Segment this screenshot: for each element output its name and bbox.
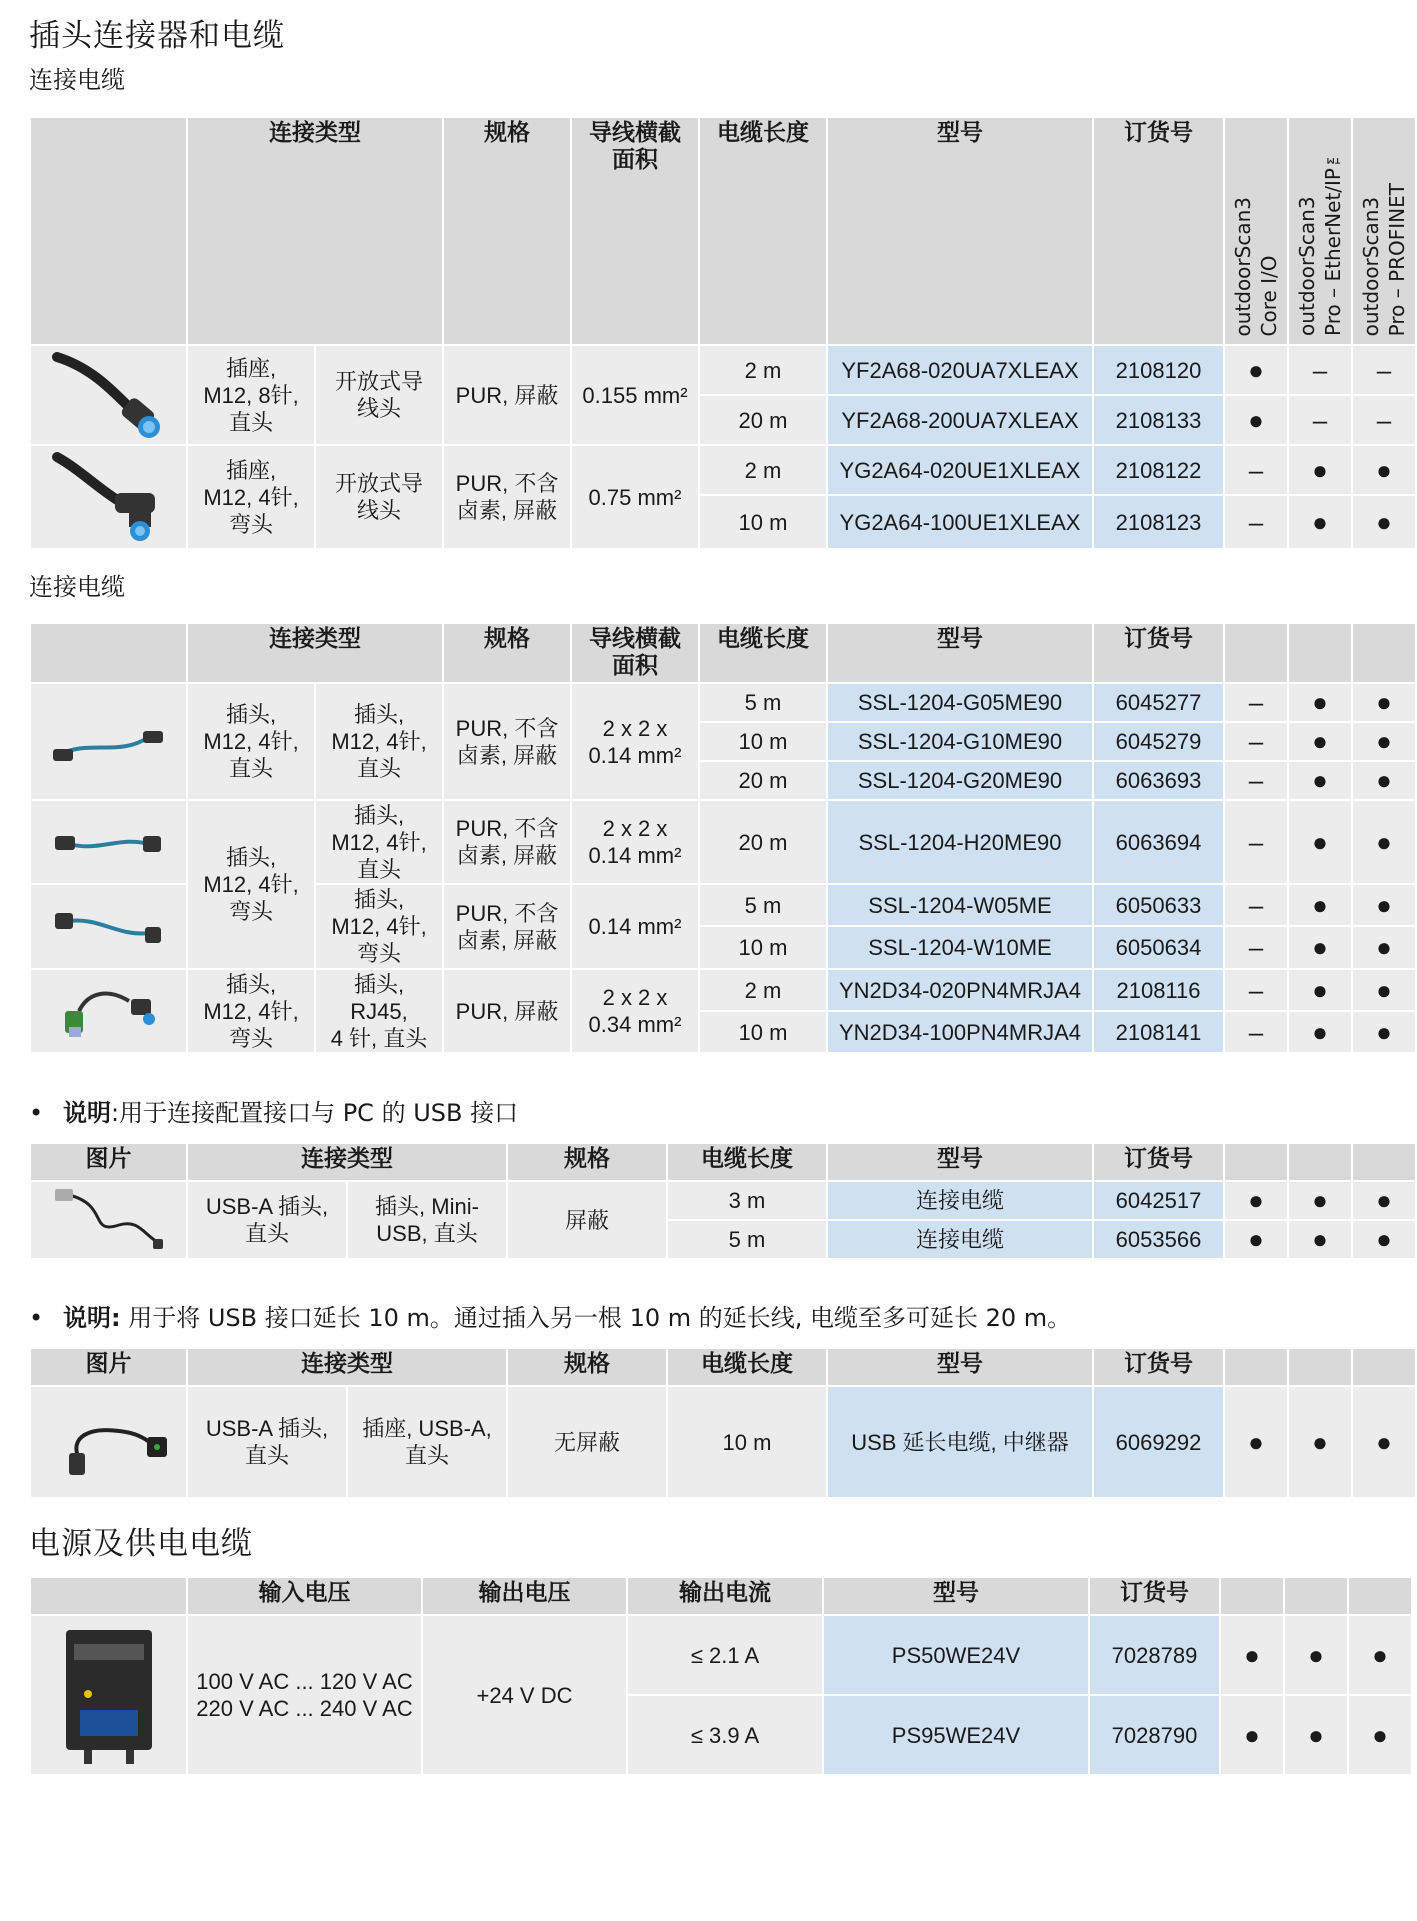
table-row [30,445,1416,495]
mark-profinet: ● [1352,800,1416,884]
header-ethernet-ip: outdoorScan3 Pro – EtherNet/IP™ [1288,117,1352,345]
order-no: 6069292 [1093,1386,1224,1498]
connection-type-a: 插头, M12, 4针, 弯头 [187,969,315,1053]
header-image: 图片 [30,1143,187,1181]
order-no: 2108123 [1093,495,1224,549]
spec: PUR, 不含 卤素, 屏蔽 [443,683,571,800]
mark-ethernet-ip: ● [1288,1220,1352,1259]
table-row [30,1386,1416,1498]
mark-ethernet-ip: ● [1288,445,1352,495]
mark-core-io: – [1224,683,1288,722]
mark-profinet: ● [1352,1181,1416,1220]
header-cross-section: 导线横截面积 [571,623,699,683]
mark-ethernet-ip: ● [1288,1011,1352,1053]
cross-section: 0.14 mm² [571,884,699,969]
mark-profinet: ● [1352,1220,1416,1259]
table-row [30,800,1416,884]
mark-ethernet-ip: ● [1288,722,1352,761]
table-header-row [30,623,1416,683]
order-no: 7028790 [1089,1695,1220,1775]
model: SSL-1204-G05ME90 [827,683,1093,722]
power-section-title: 电源及供电电缆 [29,1526,253,1562]
usb-cable-image [30,1181,187,1259]
spec: PUR, 不含 卤素, 屏蔽 [443,445,571,549]
mark-core-io: ● [1224,1181,1288,1220]
header-connection-type: 连接类型 [187,623,443,683]
mark-core-io: ● [1220,1615,1284,1695]
cable-image [30,969,187,1053]
mark-ethernet-ip: ● [1288,495,1352,549]
header-model: 型号 [827,1143,1093,1181]
cable-straight-socket-icon [49,347,169,443]
mark-core-io: – [1224,445,1288,495]
mark-core-io: – [1224,1011,1288,1053]
length: 20 m [699,761,827,800]
model: SSL-1204-W10ME [827,926,1093,969]
table-row [30,345,1416,395]
header-ethernet-ip [1288,1348,1352,1386]
header-core-io [1224,623,1288,683]
mark-ethernet-ip: – [1288,345,1352,395]
header-ethernet-ip [1288,1143,1352,1181]
header-profinet [1352,1143,1416,1181]
header-model: 型号 [823,1577,1089,1615]
cable-m12-angled-angled-icon [49,907,169,947]
order-no: 6063694 [1093,800,1224,884]
order-no: 2108133 [1093,395,1224,445]
model: YF2A68-200UA7XLEAX [827,395,1093,445]
header-image [30,117,187,345]
mark-core-io: – [1224,800,1288,884]
mark-core-io: – [1224,495,1288,549]
mark-ethernet-ip: ● [1288,1386,1352,1498]
header-core-io [1224,1348,1288,1386]
mark-profinet: ● [1352,445,1416,495]
mark-ethernet-ip: ● [1284,1615,1348,1695]
table-header-row [30,117,1416,345]
connection-type-b: 插座, USB-A, 直头 [347,1386,507,1498]
length: 10 m [667,1386,827,1498]
mark-core-io: – [1224,722,1288,761]
header-order-no: 订货号 [1093,1348,1224,1386]
mark-profinet: ● [1352,683,1416,722]
header-output-current: 输出电流 [627,1577,823,1615]
header-image [30,1577,187,1615]
model: 连接电缆 [827,1181,1093,1220]
header-profinet [1352,623,1416,683]
header-ethernet-ip [1288,623,1352,683]
header-model: 型号 [827,1348,1093,1386]
order-no: 6045279 [1093,722,1224,761]
mark-core-io: ● [1224,1386,1288,1498]
model: 连接电缆 [827,1220,1093,1259]
mark-ethernet-ip: ● [1288,761,1352,800]
section-subtitle-1: 连接电缆 [29,66,125,94]
mark-ethernet-ip: ● [1288,926,1352,969]
table-header-row [30,1143,1416,1181]
connection-type-a: USB-A 插头, 直头 [187,1181,347,1259]
mark-core-io: ● [1224,395,1288,445]
spec: 屏蔽 [507,1181,667,1259]
connection-type-b: 插头, Mini- USB, 直头 [347,1181,507,1259]
order-no: 2108122 [1093,445,1224,495]
length: 2 m [699,345,827,395]
length: 10 m [699,1011,827,1053]
table-row [30,1181,1416,1220]
mark-profinet: – [1352,395,1416,445]
mark-ethernet-ip: ● [1288,969,1352,1011]
order-no: 2108141 [1093,1011,1224,1053]
connection-type-a: 插头, M12, 4针, 弯头 [187,800,315,969]
model: SSL-1204-G10ME90 [827,722,1093,761]
model: SSL-1204-W05ME [827,884,1093,926]
length: 10 m [699,722,827,761]
header-core-io: outdoorScan3 Core I/O [1224,117,1288,345]
cross-section: 0.75 mm² [571,445,699,549]
length: 10 m [699,926,827,969]
mark-core-io: – [1224,761,1288,800]
header-spec: 规格 [443,623,571,683]
cross-section: 2 x 2 x 0.14 mm² [571,683,699,800]
order-no: 2108120 [1093,345,1224,395]
model: PS50WE24V [823,1615,1089,1695]
page-title: 插头连接器和电缆 [29,18,285,54]
header-length: 电缆长度 [699,117,827,345]
header-length: 电缆长度 [667,1143,827,1181]
spec: PUR, 不含 卤素, 屏蔽 [443,884,571,969]
header-input-voltage: 输入电压 [187,1577,422,1615]
cable-image [30,800,187,884]
header-core-io [1224,1143,1288,1181]
power-supply-image [30,1615,187,1775]
cross-section: 2 x 2 x 0.14 mm² [571,800,699,884]
table-row [30,1615,1412,1695]
header-profinet [1348,1577,1412,1615]
mark-profinet: ● [1352,926,1416,969]
mark-ethernet-ip: ● [1288,800,1352,884]
mark-profinet: ● [1352,495,1416,549]
header-model: 型号 [827,623,1093,683]
cable-m12-angled-straight-icon [49,822,169,862]
output-current: ≤ 3.9 A [627,1695,823,1775]
model: SSL-1204-H20ME90 [827,800,1093,884]
mark-ethernet-ip: – [1288,395,1352,445]
order-no: 2108116 [1093,969,1224,1011]
mark-profinet: ● [1352,969,1416,1011]
header-order-no: 订货号 [1093,1143,1224,1181]
cable-image [30,884,187,969]
usb-note-2: • 说明: 用于将 USB 接口延长 10 m。通过插入另一根 10 m 的延长线, 电缆至多可延长 20 m。 [29,1304,1072,1332]
spec: PUR, 屏蔽 [443,969,571,1053]
mark-profinet: ● [1352,1011,1416,1053]
mark-core-io: – [1224,884,1288,926]
model: YN2D34-100PN4MRJA4 [827,1011,1093,1053]
cable-angled-socket-icon [49,449,169,545]
connection-type-b: 插头, M12, 4针, 弯头 [315,884,443,969]
connection-type-b: 插头, RJ45, 4 针, 直头 [315,969,443,1053]
header-output-voltage: 输出电压 [422,1577,627,1615]
header-length: 电缆长度 [667,1348,827,1386]
cross-section: 2 x 2 x 0.34 mm² [571,969,699,1053]
output-current: ≤ 2.1 A [627,1615,823,1695]
header-connection-type: 连接类型 [187,117,443,345]
order-no: 7028789 [1089,1615,1220,1695]
order-no: 6050633 [1093,884,1224,926]
length: 5 m [699,884,827,926]
header-profinet [1352,1348,1416,1386]
mark-profinet: ● [1348,1615,1412,1695]
spec: 无屏蔽 [507,1386,667,1498]
mark-core-io: ● [1220,1695,1284,1775]
usb-extension-cable-image [30,1386,187,1498]
mark-profinet: ● [1352,884,1416,926]
mark-profinet: ● [1352,1386,1416,1498]
cable-m12-straight-icon [49,717,169,767]
length: 10 m [699,495,827,549]
header-cross-section: 导线横截面积 [571,117,699,345]
mark-ethernet-ip: ● [1288,1181,1352,1220]
order-no: 6063693 [1093,761,1224,800]
header-order-no: 订货号 [1093,623,1224,683]
cable-table-2 [29,622,1417,1054]
mark-ethernet-ip: ● [1288,884,1352,926]
mark-ethernet-ip: ● [1284,1695,1348,1775]
connection-type-a: 插头, M12, 4针, 直头 [187,683,315,800]
order-no: 6045277 [1093,683,1224,722]
length: 20 m [699,395,827,445]
power-supply-icon [54,1620,164,1770]
header-order-no: 订货号 [1093,117,1224,345]
table-header-row [30,1348,1416,1386]
model: YG2A64-020UE1XLEAX [827,445,1093,495]
header-core-io [1220,1577,1284,1615]
length: 20 m [699,800,827,884]
mark-profinet: ● [1352,761,1416,800]
mark-core-io: – [1224,969,1288,1011]
input-voltage: 100 V AC ... 120 V AC 220 V AC ... 240 V AC [187,1615,422,1775]
order-no: 6050634 [1093,926,1224,969]
order-no: 6053566 [1093,1220,1224,1259]
order-no: 6042517 [1093,1181,1224,1220]
model: USB 延长电缆, 中继器 [827,1386,1093,1498]
length: 2 m [699,445,827,495]
header-order-no: 订货号 [1089,1577,1220,1615]
model: YG2A64-100UE1XLEAX [827,495,1093,549]
connection-type-b: 开放式导 线头 [315,345,443,445]
power-table [29,1576,1413,1776]
model: YF2A68-020UA7XLEAX [827,345,1093,395]
usb-extension-cable-icon [49,1407,169,1477]
mark-ethernet-ip: ● [1288,683,1352,722]
connection-type-a: USB-A 插头, 直头 [187,1386,347,1498]
cable-table-1 [29,116,1417,550]
header-spec: 规格 [507,1348,667,1386]
header-model: 型号 [827,117,1093,345]
header-image: 图片 [30,1348,187,1386]
table-header-row [30,1577,1412,1615]
header-spec: 规格 [507,1143,667,1181]
mark-core-io: ● [1224,345,1288,395]
connection-type-a: 插座, M12, 8针, 直头 [187,345,315,445]
output-voltage: +24 V DC [422,1615,627,1775]
spec: PUR, 不含 卤素, 屏蔽 [443,800,571,884]
cable-m12-rj45-icon [49,981,169,1041]
mark-core-io: – [1224,926,1288,969]
model: PS95WE24V [823,1695,1089,1775]
section-subtitle-2: 连接电缆 [29,573,125,601]
header-length: 电缆长度 [699,623,827,683]
cable-image [30,345,187,445]
usb-table-1 [29,1142,1417,1260]
length: 5 m [667,1220,827,1259]
header-ethernet-ip [1284,1577,1348,1615]
model: YN2D34-020PN4MRJA4 [827,969,1093,1011]
mark-core-io: ● [1224,1220,1288,1259]
table-row [30,969,1416,1011]
header-spec: 规格 [443,117,571,345]
length: 3 m [667,1181,827,1220]
length: 2 m [699,969,827,1011]
usb-table-2 [29,1347,1417,1499]
connection-type-b: 开放式导 线头 [315,445,443,549]
spec: PUR, 屏蔽 [443,345,571,445]
table-row [30,683,1416,722]
cross-section: 0.155 mm² [571,345,699,445]
connection-type-b: 插头, M12, 4针, 直头 [315,683,443,800]
mark-profinet: ● [1352,722,1416,761]
usb-note-1: • 说明:用于连接配置接口与 PC 的 USB 接口 [29,1099,519,1127]
mark-profinet: ● [1348,1695,1412,1775]
usb-mini-cable-icon [49,1185,169,1255]
cable-image [30,683,187,800]
connection-type-b: 插头, M12, 4针, 直头 [315,800,443,884]
model: SSL-1204-G20ME90 [827,761,1093,800]
header-profinet: outdoorScan3 Pro – PROFINET [1352,117,1416,345]
connection-type-a: 插座, M12, 4针, 弯头 [187,445,315,549]
mark-profinet: – [1352,345,1416,395]
header-connection-type: 连接类型 [187,1348,507,1386]
length: 5 m [699,683,827,722]
header-connection-type: 连接类型 [187,1143,507,1181]
header-image [30,623,187,683]
cable-image [30,445,187,549]
